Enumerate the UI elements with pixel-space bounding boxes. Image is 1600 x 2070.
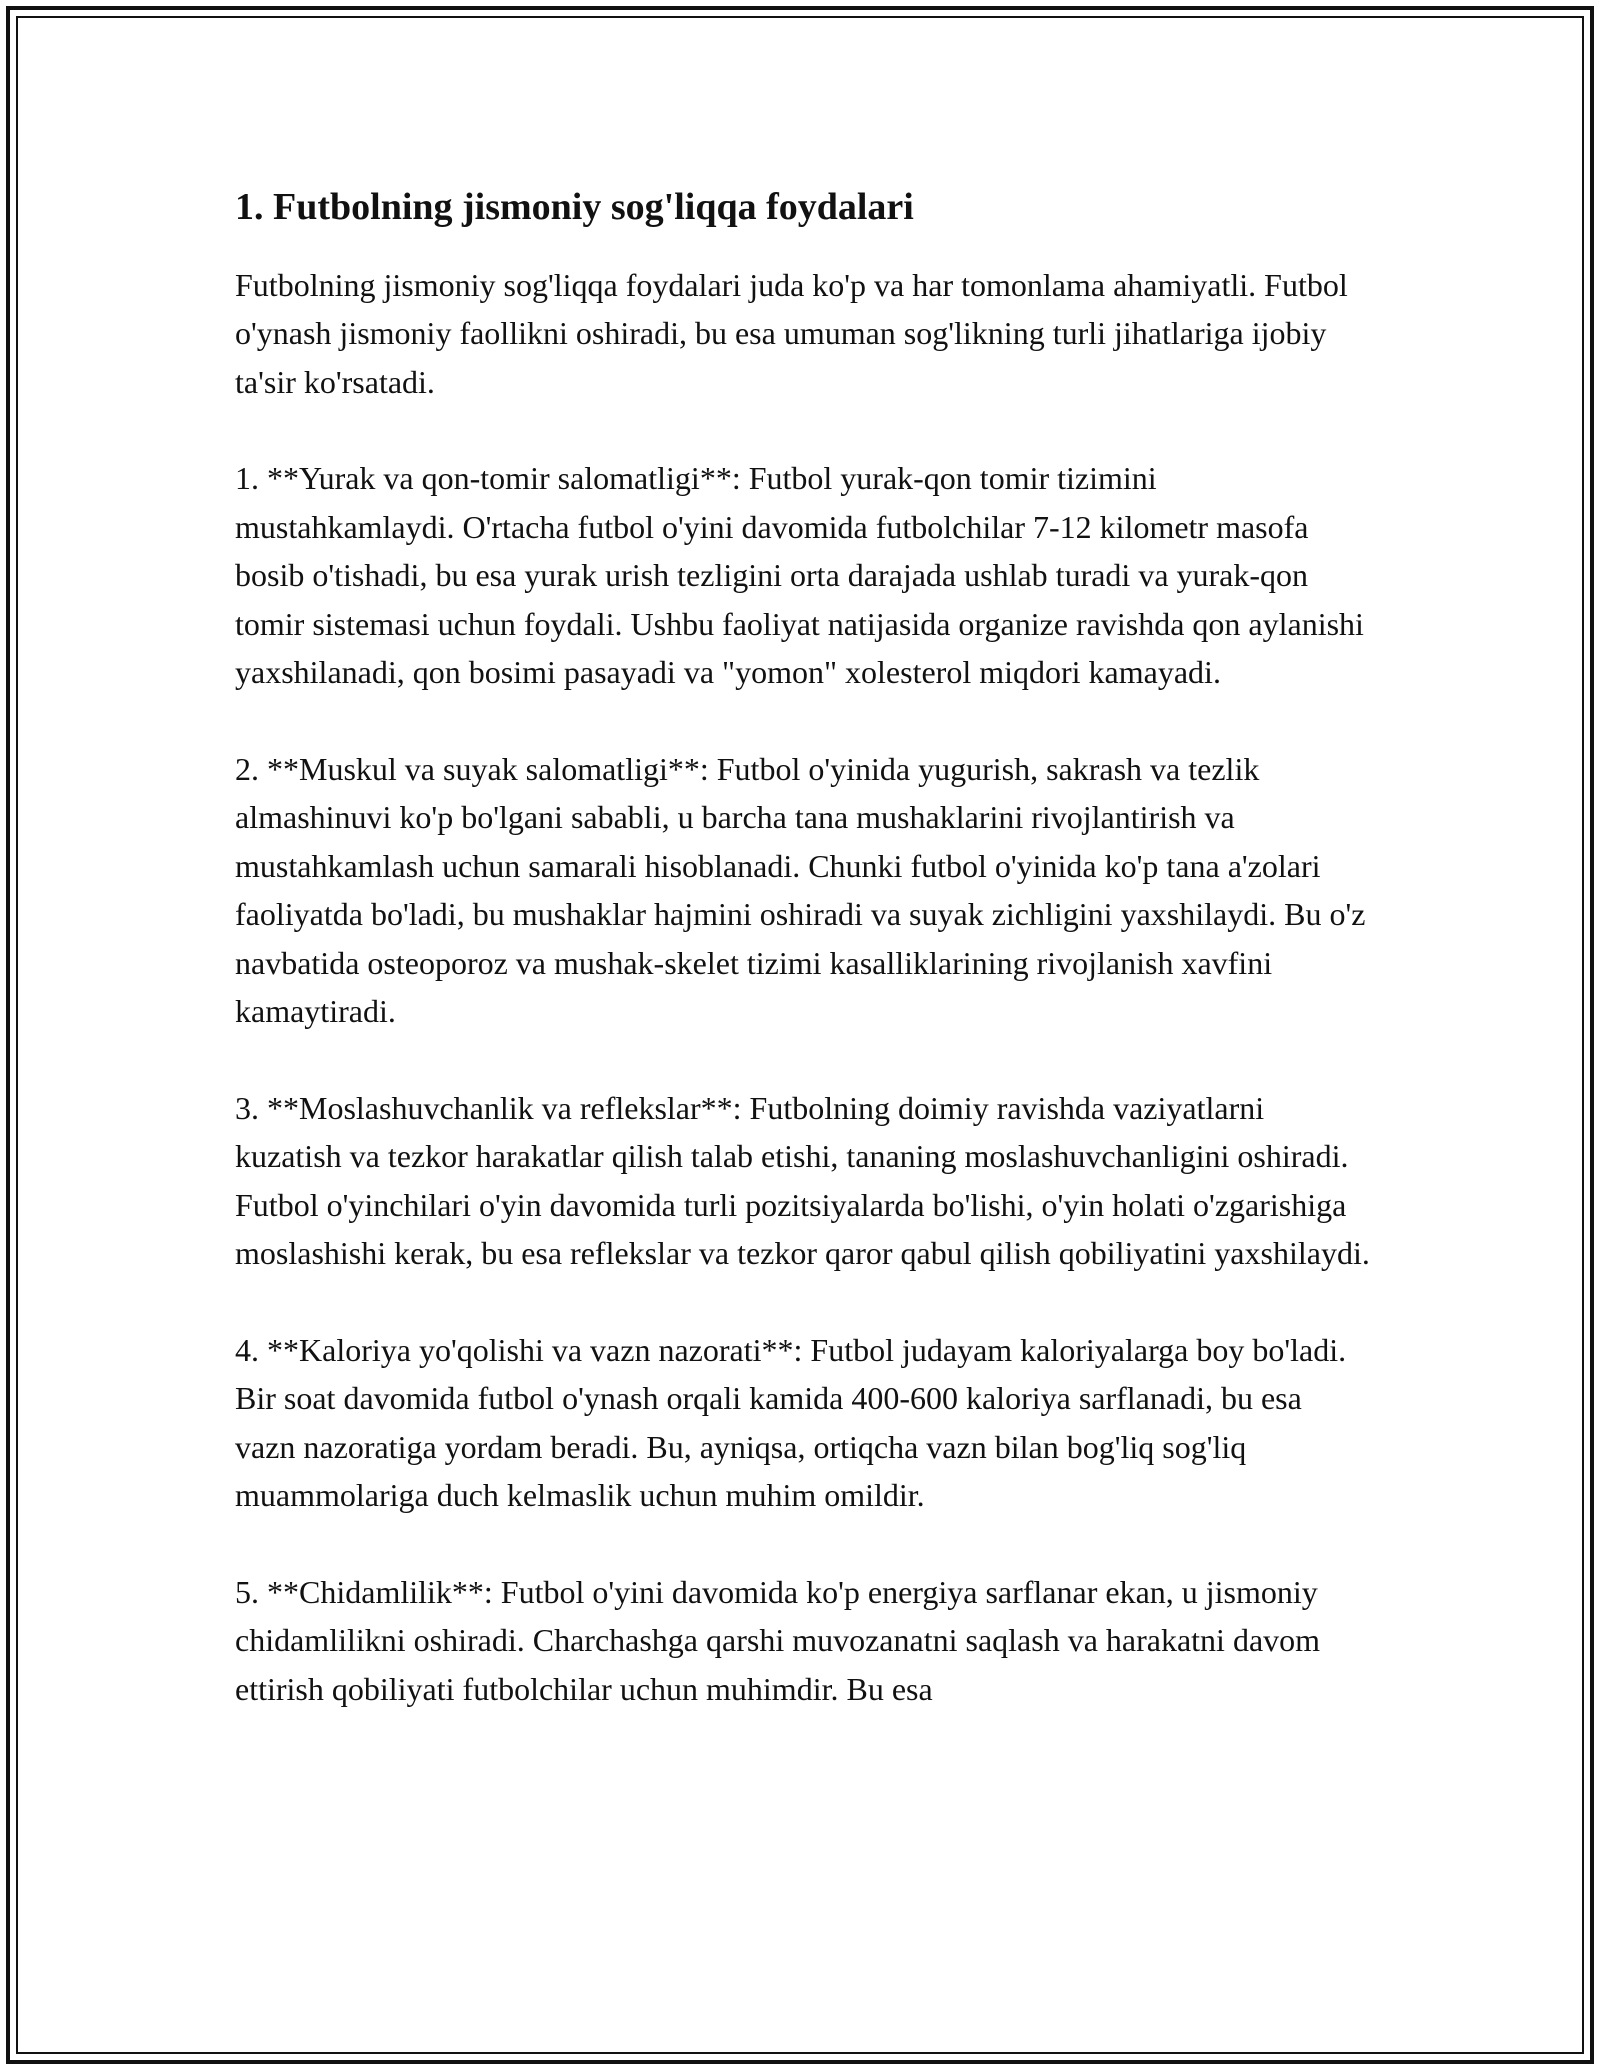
document-body	[235, 185, 1370, 1761]
section-heading: 1. Futbolning jismoniy sog'liqqa foydalari	[235, 186, 914, 228]
paragraph-calories-weight: 4. **Kaloriya yo'qolishi va vazn nazorati**: Futbol judayam kaloriyalarga boy bo'ladi. Bir soat davomida futbol o'ynash orqali kamida 400-600 kaloriya sarflanadi, bu esa vazn nazoratiga yordam beradi. Bu, ayniqsa, ortiqcha vazn bilan bog'liq sog'liq muammolariga duch kelmaslik uchun muhim omildir.	[235, 1331, 1347, 1514]
paragraph-heart-health: 1. **Yurak va qon-tomir salomatligi**: Futbol yurak-qon tomir tizimini mustahkamlaydi. O'rtacha futbol o'yini davomida futbolchilar 7-12 kilometr masofa bosib o'tishadi, bu esa yurak urish tezligini orta darajada ushlab turadi va yurak-qon tomir sistemasi uchun foydali. Ushbu faoliyat natijasida organize ravishda qon aylanishi yaxshilanadi, qon bosimi pasayadi va "yomon" xolesterol miqdori kamayadi.	[235, 460, 1364, 691]
paragraph-flexibility-reflexes: 3. **Moslashuvchanlik va reflekslar**: Futbolning doimiy ravishda vaziyatlarni kuzatish va tezkor harakatlar qilish talab etishi, tananing moslashuvchanligini oshiradi. Futbol o'yinchilari o'yin davomida turli pozitsiyalarda bo'lishi, o'yin holati o'zgarishiga moslashishi kerak, bu esa reflekslar va tezkor qaror qabul qilish qobiliyatini yaxshilaydi.	[235, 1089, 1370, 1272]
paragraph-muscle-bone-health: 2. **Muskul va suyak salomatligi**: Futbol o'yinida yugurish, sakrash va tezlik almashinuvi ko'p bo'lgani sababli, u barcha tana mushaklarini rivojlantirish va mustahkamlash uchun samarali hisoblanadi. Chunki futbol o'yinida ko'p tana a'zolari faoliyatda bo'ladi, bu mushaklar hajmini oshiradi va suyak zichligini yaxshilaydi. Bu o'z navbatida osteoporoz va mushak-skelet tizimi kasalliklarining rivojlanish xavfini kamaytiradi.	[235, 750, 1366, 1030]
intro-paragraph: Futbolning jismoniy sog'liqqa foydalari juda ko'p va har tomonlama ahamiyatli. Futbol o'ynash jismoniy faollikni oshiradi, bu esa umuman sog'likning turli jihatlariga ijobiy ta'sir ko'rsatadi.	[235, 266, 1348, 400]
paragraph-endurance: 5. **Chidamlilik**: Futbol o'yini davomida ko'p energiya sarflanar ekan, u jismoniy chidamlilikni oshiradi. Charchashga qarshi muvozanatni saqlash va harakatni davom ettirish qobiliyati futbolchilar uchun muhimdir. Bu esa	[235, 1573, 1321, 1707]
